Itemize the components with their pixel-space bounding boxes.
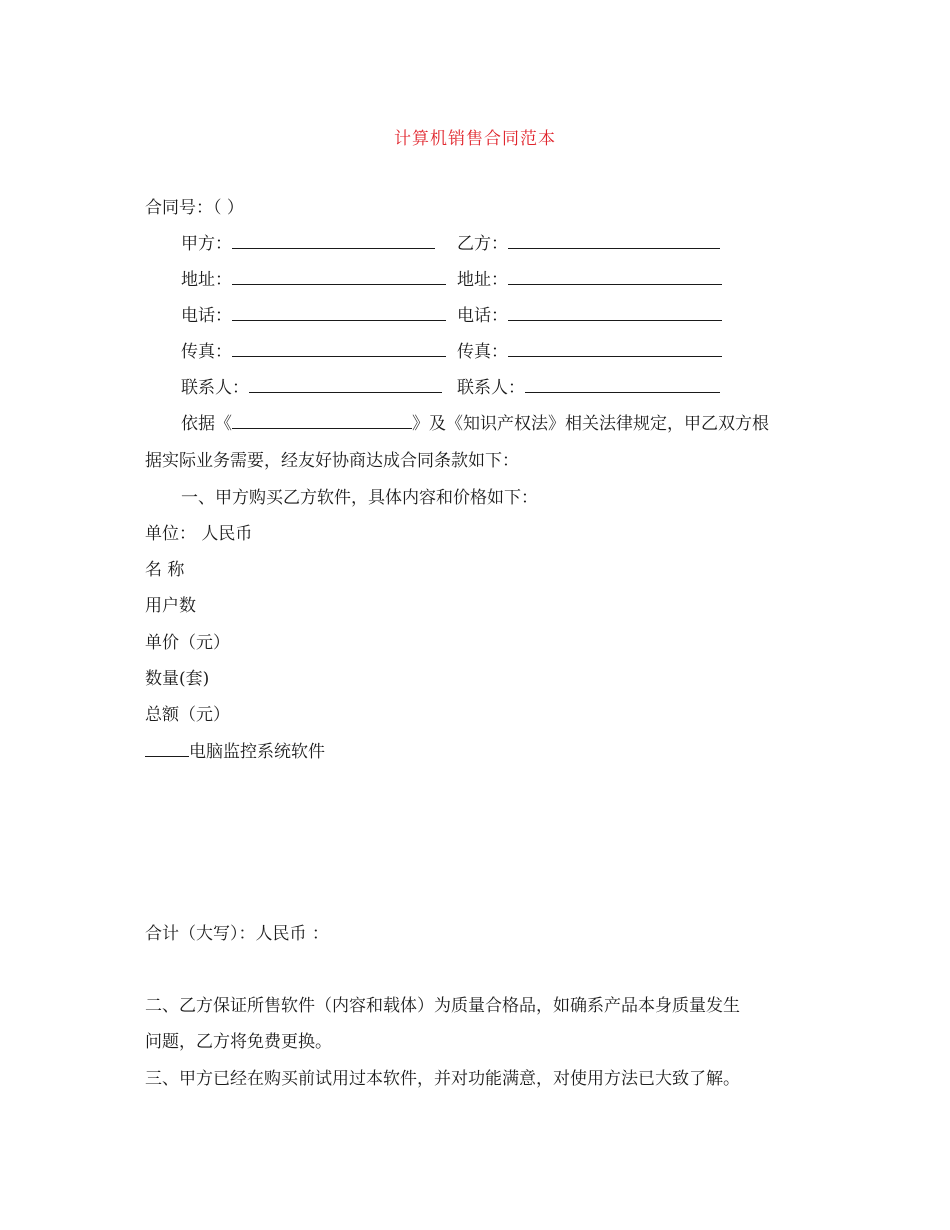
contact-b-label: 联系人： — [457, 378, 525, 398]
party-a-blank — [232, 232, 435, 249]
phone-a-label: 电话： — [181, 306, 232, 326]
phone-a-blank — [232, 304, 446, 321]
party-a-label: 甲方： — [181, 234, 232, 254]
product-name: 电脑监控系统软件 — [189, 742, 325, 762]
address-b-label: 地址： — [457, 270, 508, 290]
law-name-blank — [232, 412, 412, 429]
document-title: 计算机销售合同范本 — [394, 129, 556, 149]
contact-b-row — [457, 376, 720, 400]
address-a-label: 地址： — [181, 270, 232, 290]
party-a-row — [181, 232, 435, 256]
party-b-row — [457, 232, 720, 256]
clause-2-line-2: 问题，乙方将免费更换。 — [145, 1032, 332, 1052]
fax-b-blank — [508, 340, 722, 357]
clause-1: 一、甲方购买乙方软件，具体内容和价格如下： — [181, 488, 538, 508]
users-header: 用户数 — [145, 596, 196, 616]
clause-2-line-1: 二、乙方保证所售软件（内容和载体）为质量合格品，如确系产品本身质量发生 — [145, 996, 740, 1016]
address-a-blank — [232, 268, 446, 285]
address-b-blank — [508, 268, 722, 285]
phone-b-label: 电话： — [457, 306, 508, 326]
address-b-row — [457, 268, 722, 292]
party-b-label: 乙方： — [457, 234, 508, 254]
fax-a-label: 传真： — [181, 342, 232, 362]
basis-suffix: 》及《知识产权法》相关法律规定，甲乙双方根 — [412, 414, 769, 434]
basis-line-1 — [181, 412, 769, 436]
item-name-header: 名 称 — [145, 560, 185, 580]
sum-line: 合计（大写）：人民币 ： — [145, 924, 329, 944]
party-b-blank — [508, 232, 720, 249]
unit-line: 单位： 人民币 — [145, 524, 253, 544]
product-line — [145, 740, 325, 764]
phone-b-blank — [508, 304, 722, 321]
contact-a-row — [181, 376, 442, 400]
address-a-row — [181, 268, 446, 292]
fax-b-label: 传真： — [457, 342, 508, 362]
contact-b-blank — [525, 376, 720, 393]
phone-b-row — [457, 304, 722, 328]
clause-3: 三、甲方已经在购买前试用过本软件，并对功能满意，对使用方法已大致了解。 — [145, 1069, 740, 1089]
quantity-header: 数量(套) — [145, 669, 210, 689]
fax-a-row — [181, 340, 446, 364]
contact-a-label: 联系人： — [181, 378, 249, 398]
contract-number: 合同号：（ ） — [145, 198, 244, 218]
product-prefix-blank — [145, 740, 189, 757]
basis-prefix: 依据《 — [181, 414, 232, 434]
basis-line-2: 据实际业务需要，经友好协商达成合同条款如下： — [145, 451, 519, 471]
unit-price-header: 单价（元） — [145, 633, 230, 653]
fax-a-blank — [232, 340, 446, 357]
fax-b-row — [457, 340, 722, 364]
phone-a-row — [181, 304, 446, 328]
total-header: 总额（元） — [145, 705, 230, 725]
contact-a-blank — [249, 376, 442, 393]
